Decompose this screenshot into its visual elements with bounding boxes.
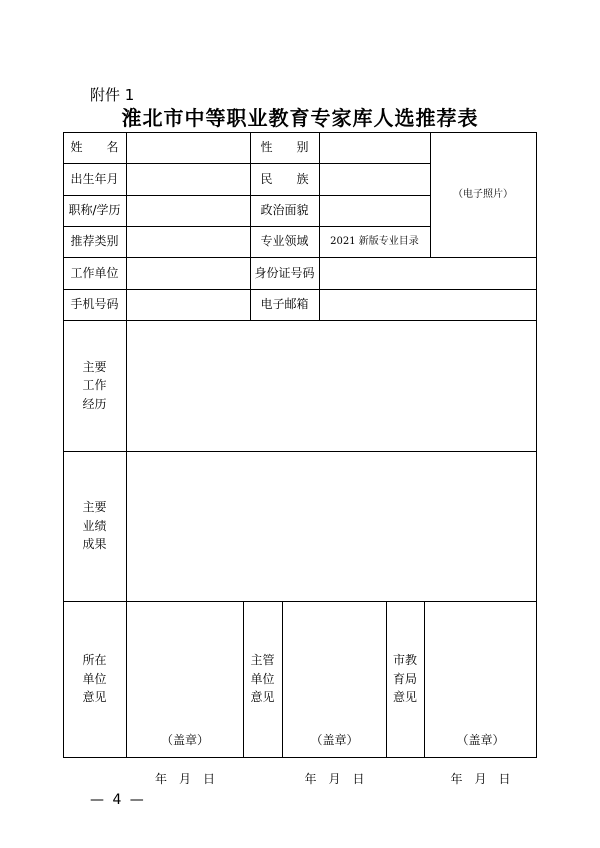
date-text: 年 月 日: [450, 771, 511, 786]
supervisor-opinion-label: 主管 单位 意见: [250, 653, 275, 705]
recommendation-form: [63, 132, 537, 786]
email-label: 电子邮箱: [260, 297, 309, 312]
row-line: [63, 601, 537, 602]
col-line: [126, 132, 127, 758]
name-label: 姓 名: [70, 140, 119, 155]
seal-text: （盖章）: [160, 733, 209, 748]
work-history-label: 主要 工作 经历: [82, 359, 107, 411]
seal-text: （盖章）: [310, 733, 359, 748]
specialty-value: 2021 新版专业目录: [330, 235, 419, 247]
date-text: 年 月 日: [304, 771, 365, 786]
ethnicity-label: 民 族: [260, 171, 309, 186]
bureau-opinion-label: 市教 育局 意见: [392, 653, 417, 705]
supervisor-seal-block: [283, 712, 386, 808]
achievements-label: 主要 业绩 成果: [82, 500, 107, 552]
id-number-label: 身份证号码: [254, 265, 315, 280]
table-border-right: [536, 132, 537, 758]
seal-text: （盖章）: [456, 733, 505, 748]
birth-label: 出生年月: [70, 171, 119, 186]
workplace-label: 工作单位: [70, 265, 119, 280]
title-edu-label: 职称/学历: [68, 203, 121, 218]
attachment-label: 附件 1: [90, 86, 135, 104]
gender-label: 性 别: [260, 140, 309, 155]
row-line: [63, 451, 537, 452]
phone-label: 手机号码: [70, 297, 119, 312]
row-line: [63, 320, 537, 321]
page-title: 淮北市中等职业教育专家库人选推荐表: [121, 106, 479, 130]
category-label: 推荐类别: [70, 234, 119, 249]
photo-placeholder: （电子照片）: [453, 188, 513, 200]
specialty-label: 专业领域: [260, 234, 309, 249]
unit-opinion-label: 所在 单位 意见: [82, 653, 107, 705]
bureau-seal-block: [425, 712, 536, 808]
page-number: — 4 —: [90, 792, 146, 808]
political-label: 政治面貌: [260, 203, 309, 218]
date-text: 年 月 日: [154, 771, 215, 786]
